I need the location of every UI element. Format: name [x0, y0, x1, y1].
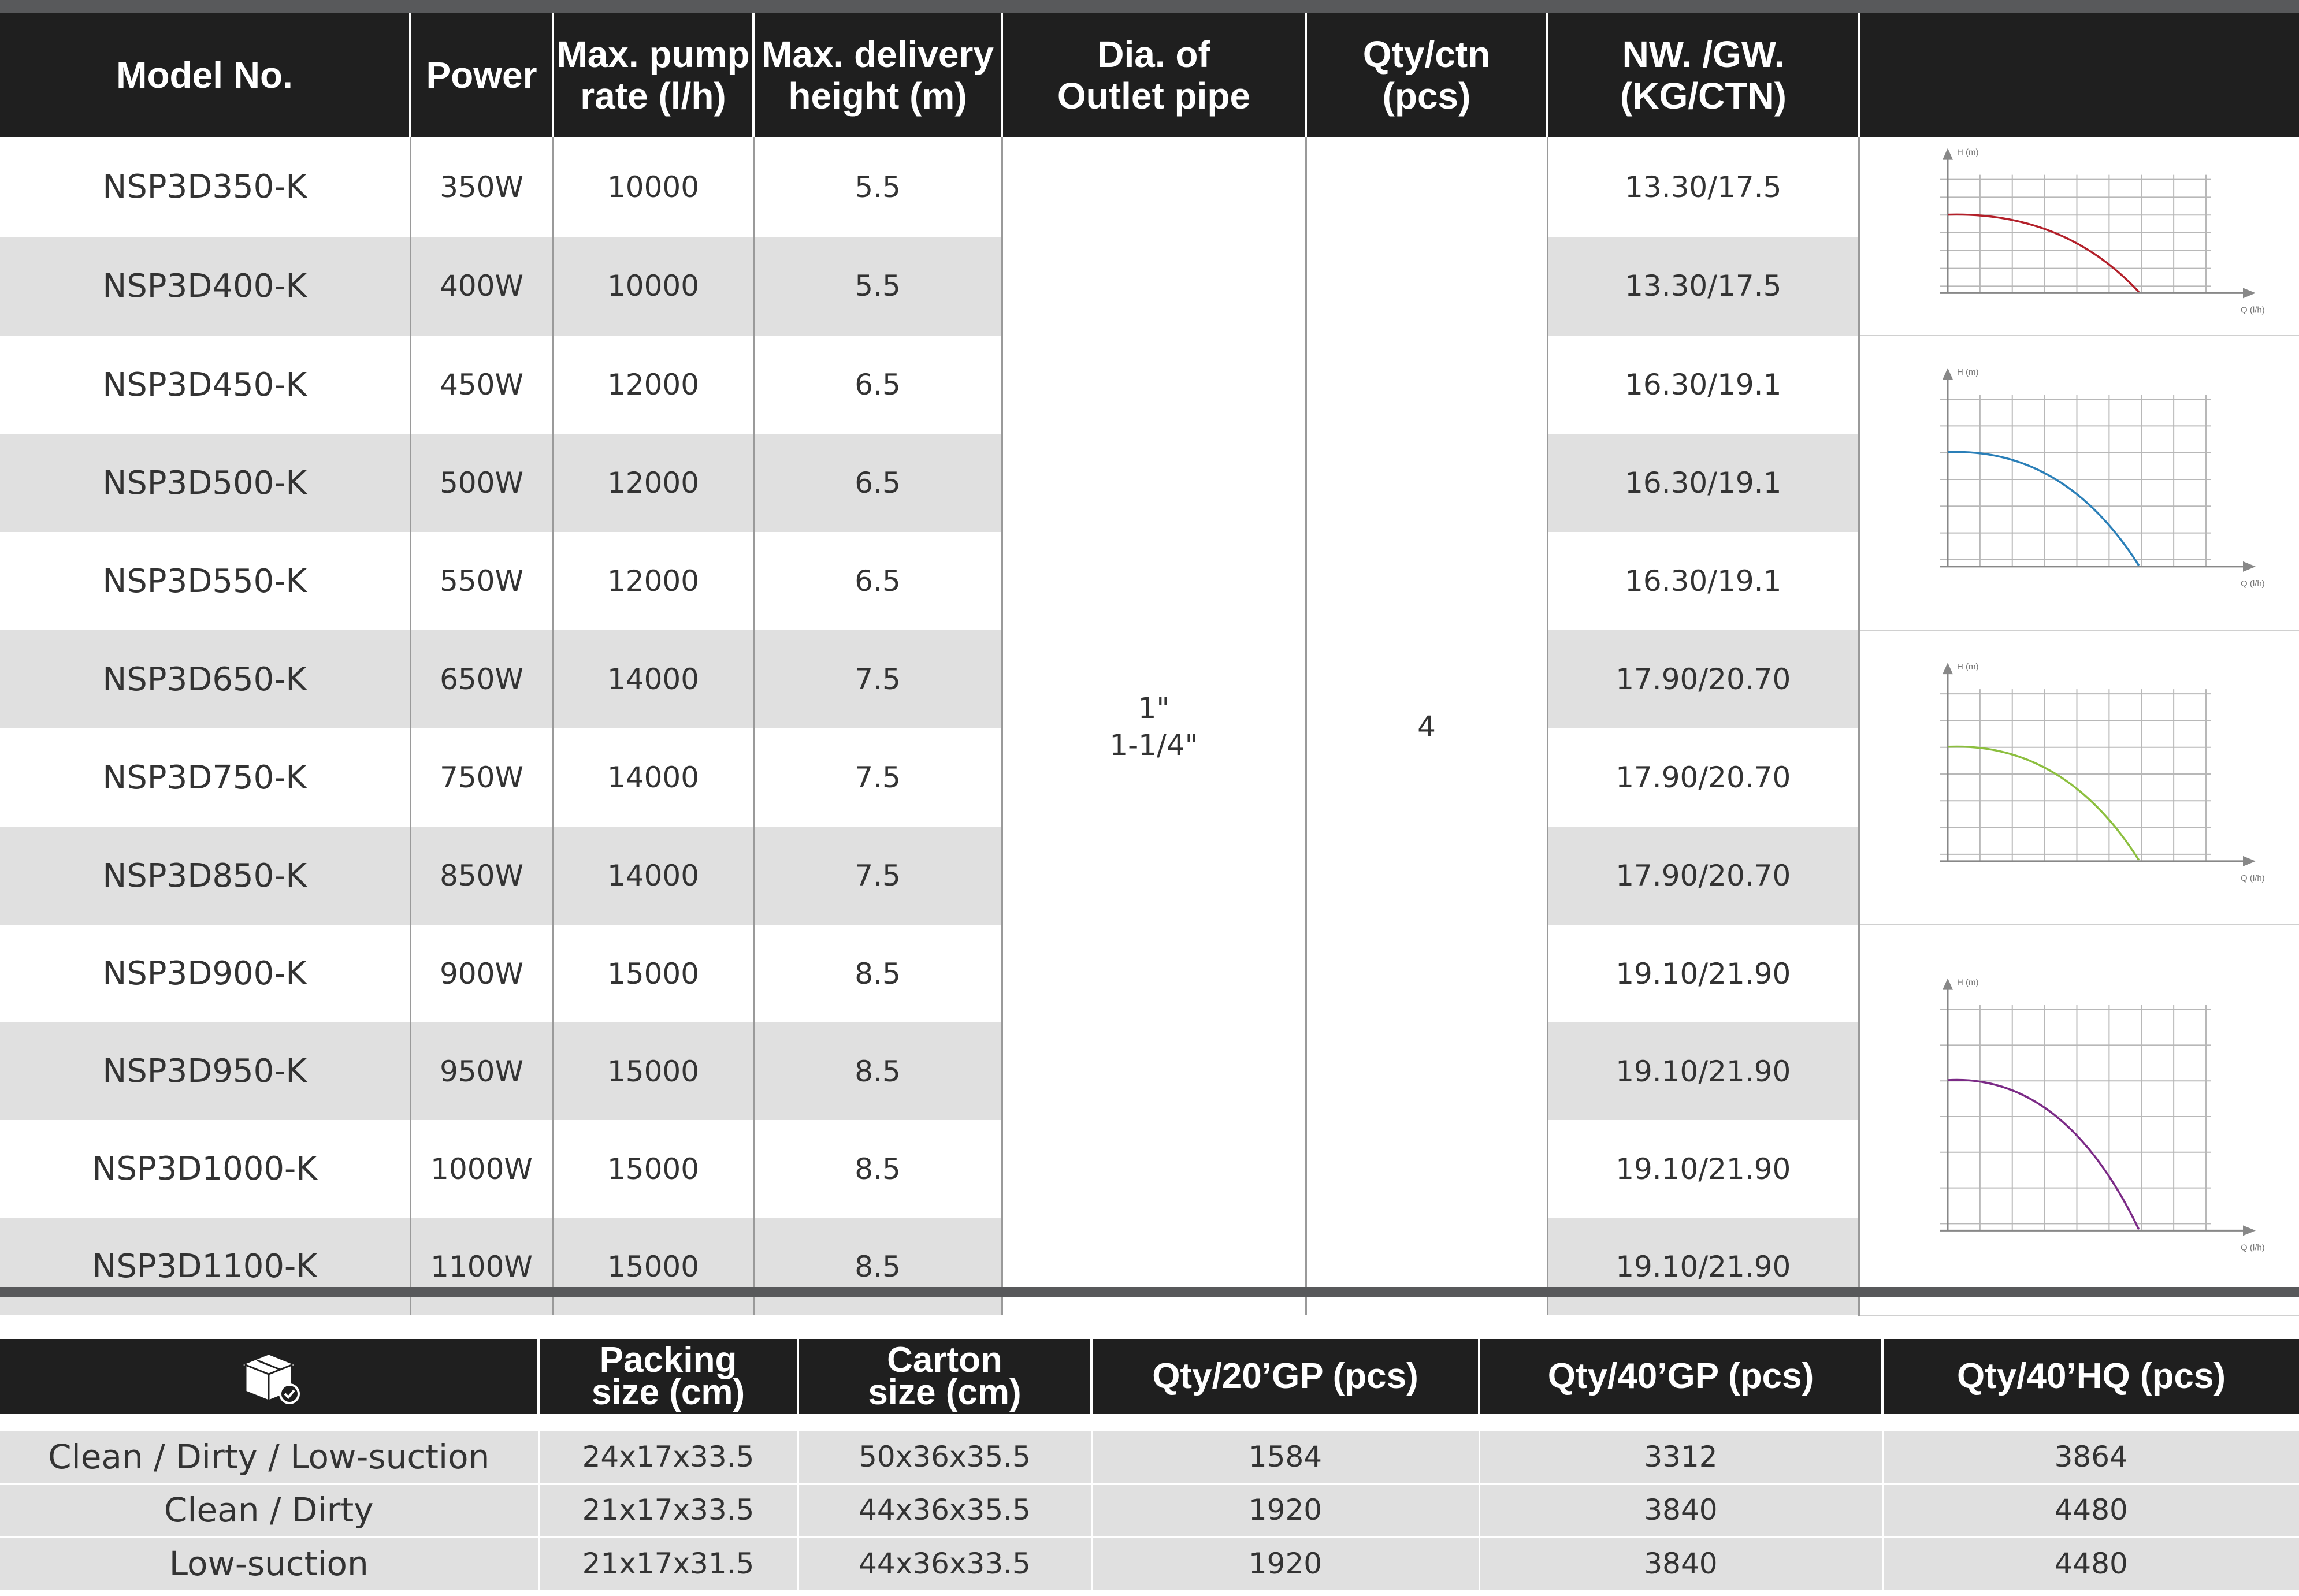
weight-cell: 19.10/21.90	[1547, 925, 1859, 1022]
power-cell: 750W	[410, 728, 553, 827]
packing-size-cell: 21x17x33.5	[538, 1483, 798, 1537]
header-box-icon	[0, 1339, 538, 1414]
performance-curve	[1948, 746, 2139, 860]
y-axis-label: H (m)	[1957, 977, 1979, 988]
grid	[1940, 1005, 2211, 1231]
y-axis-label: H (m)	[1957, 367, 1979, 378]
x-axis-arrow	[2243, 288, 2256, 298]
rate-cell: 15000	[553, 1120, 753, 1218]
x-axis-label: Q (l/h)	[2241, 873, 2265, 883]
performance-curve-chart	[1861, 336, 2298, 623]
weight-cell: 17.90/20.70	[1547, 728, 1859, 827]
model-cell: NSP3D1000-K	[92, 1150, 317, 1188]
y-axis-arrow	[1943, 663, 1953, 674]
pump-type-cell: Low-suction	[0, 1537, 538, 1590]
weight-cell: 17.90/20.70	[1547, 630, 1859, 728]
packing-size-cell: 21x17x31.5	[538, 1537, 798, 1590]
power-cell: 850W	[410, 827, 553, 925]
qty-20gp-cell: 1920	[1091, 1483, 1479, 1537]
qty-40hq-cell: 4480	[1882, 1537, 2299, 1590]
spacer-cell	[0, 1414, 2299, 1430]
model-cell: NSP3D650-K	[0, 630, 410, 728]
performance-curve	[1948, 214, 2139, 292]
outlet-pipe-cell: 1" 1-1/4"	[1002, 137, 1306, 1315]
height-cell: 5.5	[753, 237, 1002, 336]
model-cell: NSP3D550-K	[102, 562, 307, 600]
y-axis-label: H (m)	[1957, 662, 1979, 672]
power-cell: 400W	[410, 237, 553, 336]
rate-cell: 14000	[553, 630, 753, 728]
rate-cell: 12000	[553, 336, 753, 434]
rate-cell: 10000	[553, 137, 753, 237]
weight-cell: 13.30/17.5	[1547, 237, 1859, 336]
height-cell: 7.5	[753, 728, 1002, 827]
header-model: Model No.	[0, 13, 410, 137]
top-rule	[0, 0, 2299, 13]
model-cell: NSP3D400-K	[0, 237, 410, 336]
performance-curve-chart	[1861, 137, 2298, 328]
height-cell: 6.5	[753, 532, 1002, 630]
height-cell: 6.5	[753, 434, 1002, 532]
header-power: Power	[410, 13, 553, 137]
x-axis-arrow	[2243, 561, 2256, 572]
model-cell: NSP3D1100-K	[0, 1218, 410, 1315]
weight-cell: 17.90/20.70	[1547, 827, 1859, 925]
x-axis-label: Q (l/h)	[2241, 1242, 2265, 1253]
power-cell: 550W	[410, 532, 553, 630]
table-row	[0, 1537, 2299, 1590]
power-cell: 1000W	[410, 1120, 553, 1218]
carton-size-cell: 44x36x35.5	[798, 1483, 1091, 1537]
packing-table	[0, 1339, 2299, 1590]
table-row	[0, 1483, 2299, 1537]
header-outlet-dia: Dia. of Outlet pipe	[1002, 13, 1306, 137]
table-row	[0, 137, 2299, 237]
box-check-icon	[234, 1348, 303, 1405]
power-cell: 950W	[410, 1022, 553, 1120]
model-cell: NSP3D900-K	[102, 955, 307, 992]
weight-cell: 19.10/21.90	[1547, 1120, 1859, 1218]
performance-curve	[1948, 1080, 2139, 1230]
power-cell: 1100W	[410, 1218, 553, 1315]
power-cell: 500W	[410, 434, 553, 532]
x-axis-arrow	[2243, 1225, 2256, 1236]
performance-curve	[1948, 452, 2139, 565]
performance-curve-chart	[1861, 631, 2298, 917]
weight-cell: 16.30/19.1	[1547, 336, 1859, 434]
qty-20gp-cell: 1920	[1091, 1537, 1479, 1590]
power-cell: 650W	[410, 630, 553, 728]
model-cell: NSP3D850-K	[0, 827, 410, 925]
header-max-delivery-height: Max. delivery height (m)	[753, 13, 1002, 137]
table-row	[0, 1430, 2299, 1483]
curve-cell-2	[1859, 336, 2299, 630]
weight-cell: 13.30/17.5	[1547, 137, 1859, 237]
rate-cell: 15000	[553, 1218, 753, 1315]
weight-cell: 19.10/21.90	[1547, 1022, 1859, 1120]
x-axis-arrow	[2243, 856, 2256, 866]
rate-cell: 10000	[553, 237, 753, 336]
grid	[1940, 395, 2211, 567]
header-max-pump-rate: Max. pump rate (l/h)	[553, 13, 753, 137]
power-cell: 900W	[410, 925, 553, 1022]
weight-cell: 16.30/19.1	[1547, 434, 1859, 532]
header-nw-gw: NW. /GW. (KG/CTN)	[1547, 13, 1859, 137]
header-packing-size: Packing size (cm)	[538, 1339, 798, 1414]
rate-cell: 15000	[553, 925, 753, 1022]
qty-ctn-cell: 4	[1306, 137, 1547, 1315]
header-carton-size: Carton size (cm)	[798, 1339, 1091, 1414]
model-cell: NSP3D350-K	[102, 168, 307, 206]
rate-cell: 12000	[553, 434, 753, 532]
model-cell: NSP3D950-K	[0, 1022, 410, 1120]
height-cell: 8.5	[753, 1120, 1002, 1218]
pump-type-cell: Clean / Dirty	[0, 1483, 538, 1537]
performance-curve-chart	[1861, 925, 2298, 1308]
rate-cell: 12000	[553, 532, 753, 630]
y-axis-arrow	[1943, 148, 1953, 160]
height-cell: 7.5	[753, 827, 1002, 925]
height-cell: 6.5	[753, 336, 1002, 434]
qty-40gp-cell: 3840	[1479, 1537, 1882, 1590]
rate-cell: 15000	[553, 1022, 753, 1120]
rate-cell: 14000	[553, 827, 753, 925]
x-axis-label: Q (l/h)	[2241, 578, 2265, 589]
section-divider	[0, 1287, 2299, 1297]
height-cell: 8.5	[753, 1022, 1002, 1120]
spec-header-row	[0, 13, 2299, 137]
carton-size-cell: 44x36x33.5	[798, 1537, 1091, 1590]
header-qty-20gp: Qty/20’GP (pcs)	[1091, 1339, 1479, 1414]
y-axis-arrow	[1943, 979, 1953, 990]
grid	[1940, 689, 2211, 861]
header-qty-ctn: Qty/ctn (pcs)	[1306, 13, 1547, 137]
header-qty-40hq: Qty/40’HQ (pcs)	[1882, 1339, 2299, 1414]
height-cell: 7.5	[753, 630, 1002, 728]
curve-cell-3	[1859, 630, 2299, 925]
grid	[1940, 175, 2211, 293]
weight-cell: 19.10/21.90	[1547, 1218, 1859, 1315]
power-cell: 450W	[410, 336, 553, 434]
power-cell: 350W	[410, 137, 553, 237]
y-axis-label: H (m)	[1957, 147, 1979, 158]
height-cell: 5.5	[753, 137, 1002, 237]
packing-size-cell: 24x17x33.5	[538, 1430, 798, 1483]
height-cell: 8.5	[753, 925, 1002, 1022]
qty-20gp-cell: 1584	[1091, 1430, 1479, 1483]
model-cell: NSP3D500-K	[0, 434, 410, 532]
rate-cell: 14000	[553, 728, 753, 827]
qty-40hq-cell: 4480	[1882, 1483, 2299, 1537]
header-curve	[1859, 13, 2299, 137]
height-cell: 8.5	[753, 1218, 1002, 1315]
curve-cell-1	[1859, 137, 2299, 336]
y-axis-arrow	[1943, 368, 1953, 380]
spec-table	[0, 13, 2299, 1316]
spacer-row	[0, 1414, 2299, 1430]
model-cell: NSP3D750-K	[102, 758, 307, 797]
qty-40hq-cell: 3864	[1882, 1430, 2299, 1483]
model-cell: NSP3D450-K	[102, 366, 307, 404]
weight-cell: 16.30/19.1	[1547, 532, 1859, 630]
x-axis-label: Q (l/h)	[2241, 305, 2265, 315]
qty-40gp-cell: 3840	[1479, 1483, 1882, 1537]
packing-header-row	[0, 1339, 2299, 1414]
pump-type-cell: Clean / Dirty / Low-suction	[0, 1430, 538, 1483]
header-qty-40gp: Qty/40’GP (pcs)	[1479, 1339, 1882, 1414]
curve-cell-4	[1859, 925, 2299, 1315]
qty-40gp-cell: 3312	[1479, 1430, 1882, 1483]
carton-size-cell: 50x36x35.5	[798, 1430, 1091, 1483]
